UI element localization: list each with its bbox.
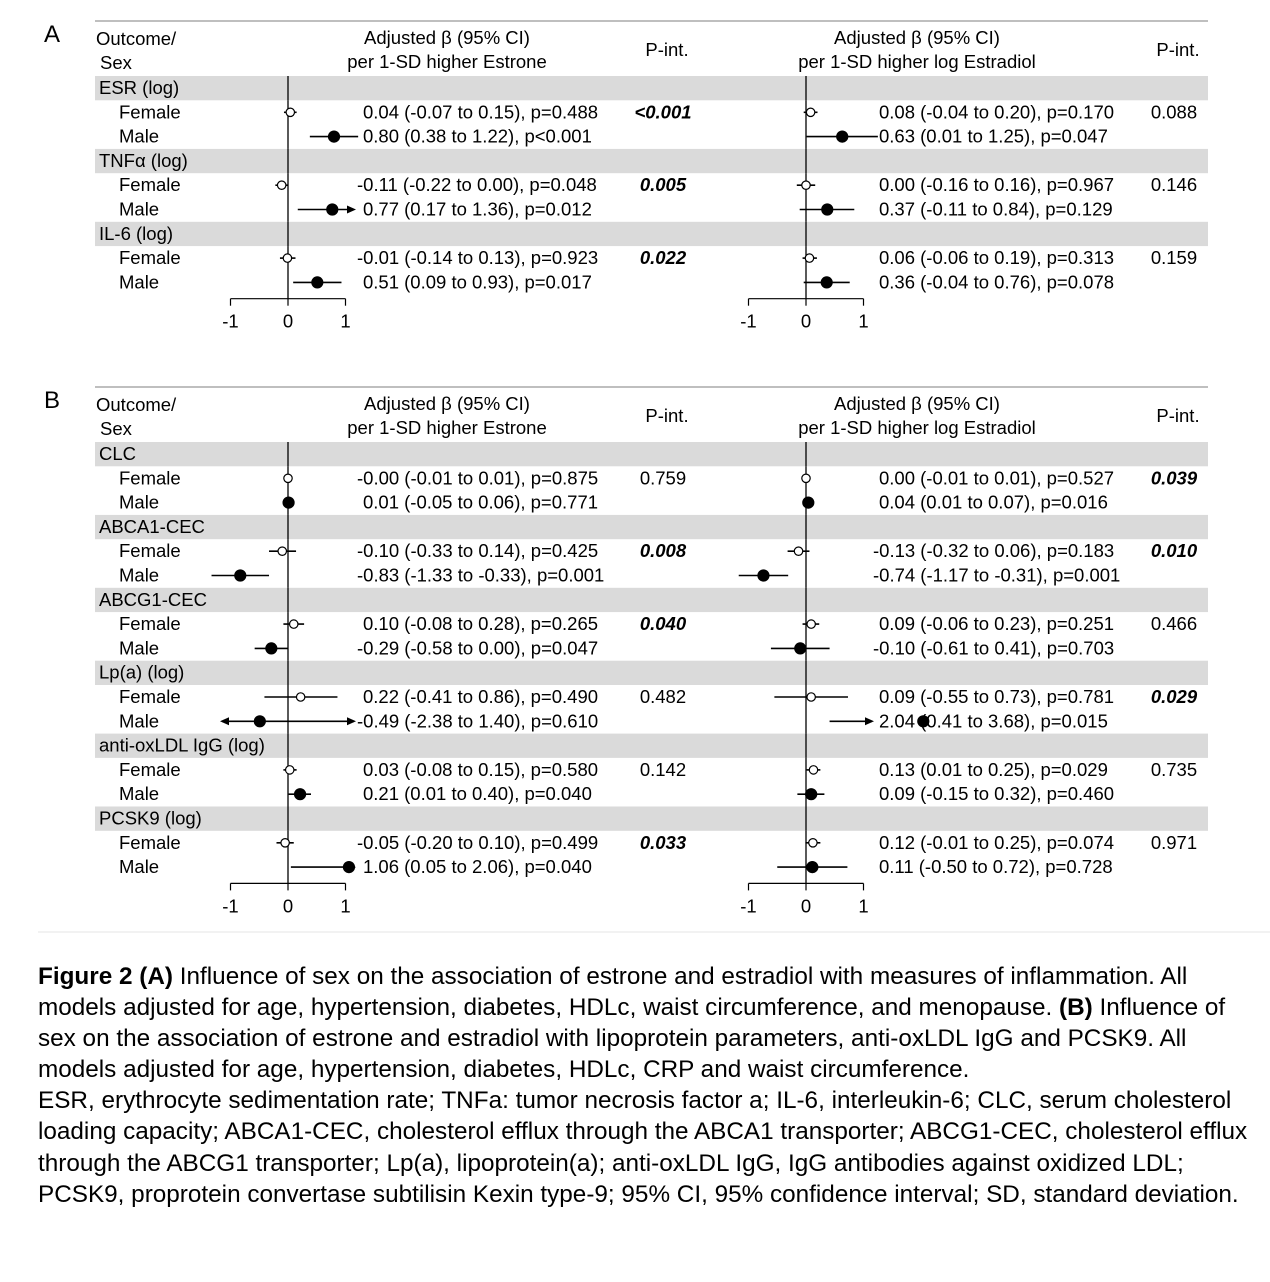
point-estimate [286,766,294,774]
ci-arrow-right [347,206,356,214]
header-right-pint: P-int. [1156,39,1200,60]
sex-label: Male [119,491,160,513]
point-estimate [802,181,810,189]
estimate-text: 0.80 (0.38 to 1.22), p<0.001 [363,125,592,147]
point-estimate [277,181,285,189]
estimate-text: -0.01 (-0.14 to 0.13), p=0.923 [357,247,599,269]
pint-left: 0.040 [639,613,687,635]
point-estimate [837,131,848,142]
point-estimate [803,497,814,508]
sex-label: Female [119,247,181,269]
caption-b-label: (B) [1059,994,1093,1022]
point-estimate [805,254,813,262]
point-estimate [296,693,304,701]
group-band [95,222,1208,246]
point-estimate [283,497,294,508]
header-left-title-2: per 1-SD higher Estrone [347,51,547,72]
group-label: Lp(a) (log) [99,661,185,683]
point-estimate [312,277,323,288]
estimate-text: 1.06 (0.05 to 2.06), p=0.040 [363,856,592,878]
ci-arrow-right [865,717,874,725]
sex-label: Female [119,758,181,780]
sex-label: Female [119,613,181,635]
group-band [95,442,1208,466]
header-left-title-2: per 1-SD higher Estrone [347,417,547,438]
estimate-text: 0.13 (0.01 to 0.25), p=0.029 [879,758,1108,780]
estimate-text: -0.74 (-1.17 to -0.31), p=0.001 [873,564,1121,586]
estimate-text: 0.63 (0.01 to 1.25), p=0.047 [879,125,1108,147]
point-estimate [278,547,286,555]
group-band [95,149,1208,173]
header-left-title-1: Adjusted β (95% CI) [364,27,530,48]
panel-label: B [44,387,61,414]
point-estimate [254,716,265,727]
x-tick-label: 0 [282,310,294,332]
estimate-text: 0.36 (-0.04 to 0.76), p=0.078 [879,271,1115,293]
pint-left: 0.142 [639,758,687,780]
header-right-title-2: per 1-SD higher log Estradiol [798,417,1036,438]
header-sex: Sex [100,52,132,73]
header-outcome: Outcome/ [96,28,177,49]
sex-label: Male [119,125,160,147]
caption-a-text: Influence of sex on the association of estrone and estradiol with measures of inflammation. All models adjusted for age, hypertension, diabetes, HDLc, waist circumference, and menopause. [38,963,1188,1022]
point-estimate [343,862,354,873]
sex-label: Male [119,637,160,659]
group-band [95,515,1208,539]
estimate-text: -0.13 (-0.32 to 0.06), p=0.183 [873,540,1115,562]
x-tick-label: 0 [800,895,812,917]
sex-label: Female [119,540,181,562]
header-left-title-1: Adjusted β (95% CI) [364,393,530,414]
estimate-text: 0.03 (-0.08 to 0.15), p=0.580 [363,758,599,780]
header-right-pint: P-int. [1156,405,1200,426]
estimate-text: 0.01 (-0.05 to 0.06), p=0.771 [363,491,599,513]
estimate-text: 0.12 (-0.01 to 0.25), p=0.074 [879,831,1115,853]
pint-left: 0.759 [639,467,687,489]
point-estimate [295,789,306,800]
figure-caption [38,961,1258,1210]
point-estimate [284,474,292,482]
x-tick-label: -1 [740,310,757,332]
point-estimate [758,570,769,581]
sex-label: Male [119,710,160,732]
estimate-text: -0.00 (-0.01 to 0.01), p=0.875 [357,467,599,489]
pint-right: 0.029 [1150,686,1198,707]
x-tick-label: -1 [740,895,757,917]
estimate-text: 0.06 (-0.06 to 0.19), p=0.313 [879,247,1115,269]
group-label: ESR (log) [99,77,180,98]
estimate-text: 0.04 (-0.07 to 0.15), p=0.488 [363,101,599,123]
group-label: CLC [99,443,137,464]
x-tick-label: 1 [340,895,351,917]
pint-left: 0.022 [639,247,687,269]
pint-right: 0.971 [1150,831,1198,853]
header-left-pint: P-int. [645,405,689,426]
group-band [95,807,1208,831]
caption-a-label: (A) [139,963,174,990]
point-estimate [235,570,246,581]
sex-label: Male [119,271,160,293]
group-label: ABCA1-CEC [99,515,205,537]
point-estimate [807,862,818,873]
sex-label: Male [119,856,160,878]
group-label: TNFα (log) [99,149,188,171]
point-estimate [806,108,814,116]
point-estimate [806,789,817,800]
x-tick-label: 1 [340,310,351,332]
header-right-title-1: Adjusted β (95% CI) [834,393,1000,414]
sex-label: Male [119,564,160,586]
point-estimate [266,643,277,654]
estimate-text: 0.37 (-0.11 to 0.84), p=0.129 [879,198,1113,220]
group-band [95,588,1208,612]
caption-b-text: Influence of sex on the association of estrone and estradiol with lipoprotein parameters, anti-oxLDL IgG and PCSK9. All models adjusted for age, hypertension, diabetes, HDLc, CRP and waist circumference. [38,994,1226,1084]
caption-main [38,961,1258,1085]
estimate-text: -0.10 (-0.61 to 0.41), p=0.703 [873,637,1115,659]
pint-right: 0.159 [1150,247,1198,269]
estimate-text: -0.49 (-2.38 to 1.40), p=0.610 [357,710,599,732]
pint-right: 0.039 [1150,467,1198,489]
pint-right: 0.146 [1150,174,1198,196]
point-estimate [802,474,810,482]
pint-right: 0.466 [1150,613,1198,635]
point-estimate [794,547,802,555]
estimate-text: 0.00 (-0.16 to 0.16), p=0.967 [879,174,1115,196]
sex-label: Female [119,101,181,123]
point-estimate [281,839,289,847]
group-label: anti-oxLDL IgG (log) [99,734,265,756]
estimate-text: 0.11 (-0.50 to 0.72), p=0.728 [879,856,1113,878]
point-estimate [821,277,832,288]
caption-fig-label: Figure 2 [38,963,133,990]
x-tick-label: -1 [222,895,239,917]
point-estimate [795,643,806,654]
point-estimate [286,108,294,116]
estimate-text: -0.29 (-0.58 to 0.00), p=0.047 [357,637,599,659]
x-tick-label: -1 [222,310,239,332]
sex-label: Female [119,686,181,707]
estimate-text: 0.08 (-0.04 to 0.20), p=0.170 [879,101,1115,123]
estimate-text: 0.09 (-0.06 to 0.23), p=0.251 [879,613,1115,635]
pint-left: 0.033 [639,831,687,853]
ci-arrow-right [347,717,356,725]
point-estimate [807,693,815,701]
x-tick-label: 1 [858,895,869,917]
estimate-text: 0.10 (-0.08 to 0.28), p=0.265 [363,613,599,635]
estimate-text: 0.77 (0.17 to 1.36), p=0.012 [363,198,592,220]
header-left-pint: P-int. [645,39,689,60]
pint-left: 0.482 [639,686,687,707]
estimate-text: 0.00 (-0.01 to 0.01), p=0.527 [879,467,1115,489]
caption-abbreviations: ESR, erythrocyte sedimentation rate; TNFa: tumor necrosis factor a; IL-6, interleukin-6; CLC, serum cholesterol loading capacity; ABCA1-CEC, cholesterol efflux through the ABCA1 transporter; ABCG1-CEC, cholesterol efflux through the ABCG1 transporter; Lp(a), lipoprotein(a); anti-oxLDL IgG, IgG antibodies against oxidized LDL; PCSK9, proprotein convertase subtilisin Kexin type-9; 95% CI, 95% confidence interval; SD, standard deviation. [38,1087,1248,1208]
pint-right: 0.735 [1150,758,1198,780]
point-estimate [822,204,833,215]
sex-label: Male [119,198,160,220]
group-label: PCSK9 (log) [99,807,202,829]
pint-left: 0.005 [639,174,687,196]
estimate-text: -0.05 (-0.20 to 0.10), p=0.499 [357,831,599,853]
ci-arrow-left [220,717,229,725]
header-right-title-1: Adjusted β (95% CI) [834,27,1000,48]
estimate-text: 0.22 (-0.41 to 0.86), p=0.490 [363,686,599,707]
panel-label: A [44,21,61,48]
estimate-text: 2.04 (0.41 to 3.68), p=0.015 [879,710,1108,732]
pint-right: 0.088 [1150,101,1198,123]
estimate-text: 0.09 (-0.15 to 0.32), p=0.460 [879,783,1115,805]
group-label: ABCG1-CEC [99,588,207,610]
point-estimate [329,131,340,142]
estimate-text: -0.10 (-0.33 to 0.14), p=0.425 [357,540,599,562]
point-estimate [283,254,291,262]
x-tick-label: 0 [282,895,294,917]
pint-right: 0.010 [1150,540,1198,562]
point-estimate [327,204,338,215]
sex-label: Male [119,783,160,805]
estimate-text: 0.51 (0.09 to 0.93), p=0.017 [363,271,592,293]
header-outcome: Outcome/ [96,394,177,415]
group-band [95,76,1208,100]
estimate-text: 0.04 (0.01 to 0.07), p=0.016 [879,491,1108,513]
estimate-text: 0.21 (0.01 to 0.40), p=0.040 [363,783,592,805]
estimate-text: -0.83 (-1.33 to -0.33), p=0.001 [357,564,605,586]
header-right-title-2: per 1-SD higher log Estradiol [798,51,1036,72]
point-estimate [809,766,817,774]
estimate-text: 0.09 (-0.55 to 0.73), p=0.781 [879,686,1115,707]
pint-left: 0.008 [639,540,687,562]
x-tick-label: 1 [858,310,869,332]
group-band [95,661,1208,685]
x-tick-label: 0 [800,310,812,332]
point-estimate [807,620,815,628]
pint-left: <0.001 [634,101,692,123]
sex-label: Female [119,174,181,196]
sex-label: Female [119,831,181,853]
point-estimate [290,620,298,628]
sex-label: Female [119,467,181,489]
header-sex: Sex [100,418,132,439]
group-label: IL-6 (log) [99,222,174,244]
point-estimate [809,839,817,847]
estimate-text: -0.11 (-0.22 to 0.00), p=0.048 [357,174,597,196]
